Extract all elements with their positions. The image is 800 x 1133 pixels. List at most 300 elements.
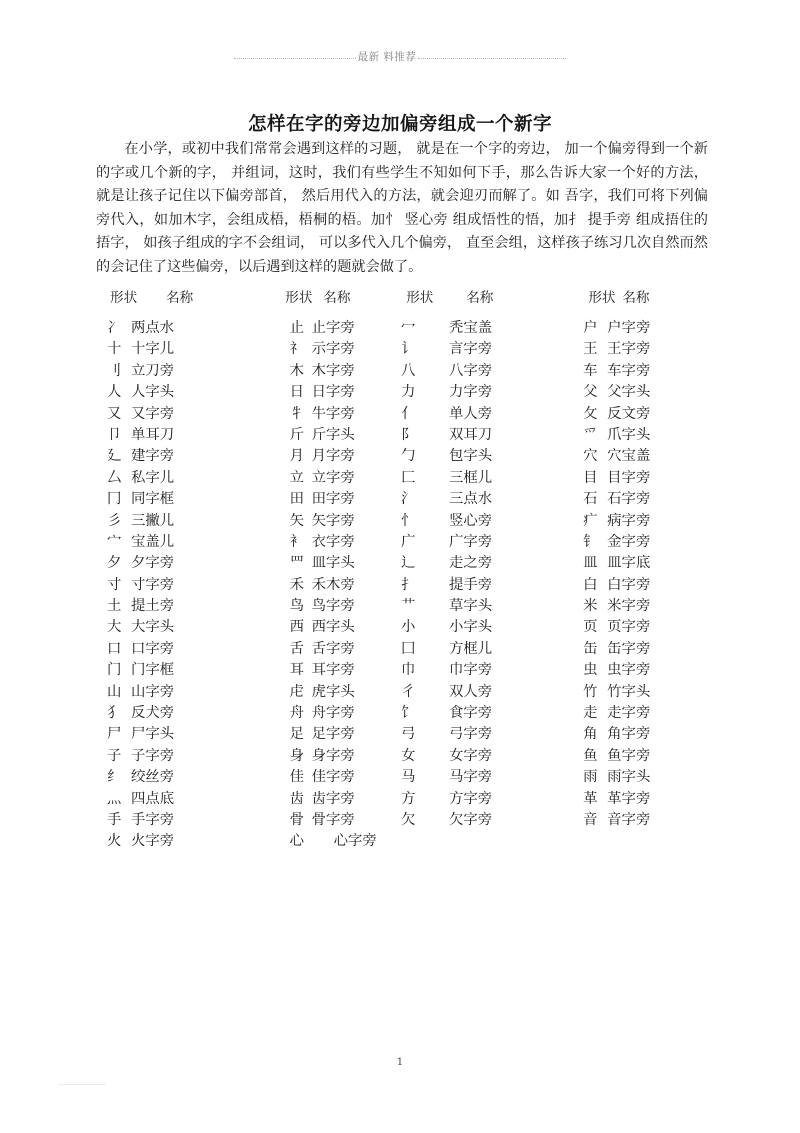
- table-row: [583, 532, 712, 553]
- table-row: [107, 446, 290, 467]
- radical-shape: 虍: [289, 683, 305, 700]
- radical-shape: 囗: [400, 640, 416, 657]
- radical-shape: 页: [583, 619, 598, 636]
- table-row: [290, 660, 399, 681]
- table-row: [399, 810, 549, 831]
- radical-name: 寸字旁: [131, 576, 175, 593]
- radical-shape: 禾: [289, 576, 305, 593]
- table-row: [107, 468, 290, 489]
- radical-name: 火字旁: [131, 833, 175, 850]
- table-row: [290, 532, 399, 553]
- radical-name: 车字旁: [607, 362, 651, 379]
- table-row: [399, 532, 549, 553]
- radical-name: 私字儿: [131, 469, 175, 486]
- table-row: [107, 532, 290, 553]
- table-row: [583, 382, 712, 403]
- radical-column-3: [399, 318, 549, 831]
- radical-shape: 阝: [400, 426, 416, 443]
- table-row: [290, 511, 399, 532]
- column-header-name: 名称: [323, 290, 351, 306]
- table-row: [583, 789, 712, 810]
- header-text: 最新 料推荐: [357, 50, 417, 63]
- radical-shape: 攵: [583, 405, 598, 422]
- radical-name: 日字旁: [311, 384, 355, 401]
- radical-name: 包字头: [448, 448, 493, 465]
- page-title: 怎样在字的旁边加偏旁组成一个新字: [247, 114, 552, 136]
- table-row: [583, 810, 712, 831]
- radical-name: 三点水: [448, 491, 493, 508]
- table-row: [107, 639, 290, 660]
- table-row: [399, 382, 549, 403]
- radical-shape: 虫: [583, 662, 598, 679]
- radical-name: 身字旁: [311, 747, 355, 764]
- radical-name: 单耳刀: [131, 426, 175, 443]
- radical-name: 牛字旁: [311, 405, 355, 422]
- radical-name: 革字旁: [607, 790, 651, 807]
- radical-shape: 耳: [289, 662, 305, 679]
- radical-name: 齿字旁: [311, 790, 355, 807]
- radical-name: 两点水: [131, 320, 175, 336]
- table-row: [107, 767, 290, 788]
- radical-name: 口字旁: [131, 640, 175, 657]
- table-header-group-1: [96, 288, 285, 308]
- radical-name: 木字旁: [311, 362, 355, 379]
- radical-shape: 手: [107, 811, 122, 828]
- table-row: [107, 339, 290, 360]
- table-row: [290, 489, 399, 510]
- table-row: [399, 361, 549, 382]
- table-row: [290, 425, 399, 446]
- table-row: [290, 810, 399, 831]
- table-row: [583, 724, 712, 745]
- table-row: [399, 318, 549, 339]
- column-header-shape: 形状: [110, 290, 138, 306]
- table-row: [107, 361, 290, 382]
- radical-shape: 尸: [107, 726, 122, 743]
- radical-shape: 子: [107, 747, 122, 764]
- radical-shape: 舌: [289, 640, 305, 657]
- radical-shape: 户: [583, 320, 598, 336]
- radical-shape: 父: [583, 384, 598, 401]
- table-row: [583, 703, 712, 724]
- table-row: [107, 660, 290, 681]
- radical-shape: 勹: [400, 448, 416, 465]
- table-row: [583, 511, 712, 532]
- table-row: [399, 789, 549, 810]
- table-row: [290, 596, 399, 617]
- table-row: [107, 789, 290, 810]
- radical-name: 穴宝盖: [607, 448, 651, 465]
- header-rule-left-icon: [234, 58, 356, 59]
- radical-name: 提土旁: [131, 598, 175, 615]
- table-header-group-2: [285, 288, 390, 308]
- radical-shape: 女: [400, 747, 416, 764]
- radical-name: 食字旁: [448, 705, 493, 722]
- table-row: [399, 575, 549, 596]
- radical-name: 音字旁: [607, 811, 651, 828]
- radical-name: 立字旁: [311, 469, 355, 486]
- radical-shape: 巾: [400, 662, 416, 679]
- table-row: [583, 682, 712, 703]
- radical-shape: 王: [583, 341, 598, 358]
- radical-shape: 田: [289, 491, 305, 508]
- radical-name: 鱼字旁: [607, 747, 651, 764]
- table-row: [107, 425, 290, 446]
- radical-name: 马字旁: [448, 769, 493, 786]
- table-row: [290, 767, 399, 788]
- radical-name: 足字旁: [311, 726, 355, 743]
- radical-shape: 口: [107, 640, 122, 657]
- table-row: [290, 617, 399, 638]
- radical-shape: 月: [289, 448, 305, 465]
- radical-name: 皿字头: [311, 555, 355, 572]
- radical-name: 病字旁: [607, 512, 651, 529]
- radical-name: 女字旁: [448, 747, 493, 764]
- table-row: [399, 446, 549, 467]
- radical-shape: 立: [289, 469, 305, 486]
- radical-shape: 竹: [583, 683, 598, 700]
- radical-shape: 冖: [400, 320, 416, 336]
- radical-name: 矢字旁: [311, 512, 355, 529]
- table-row: [399, 339, 549, 360]
- radical-name: 手字旁: [131, 811, 175, 828]
- radical-name: 爪字头: [607, 426, 651, 443]
- radical-shape: 爫: [583, 426, 598, 443]
- radical-shape: 亻: [400, 405, 416, 422]
- table-row: [583, 596, 712, 617]
- radical-shape: 纟: [107, 769, 122, 786]
- table-row: [107, 318, 290, 339]
- radical-name: 巾字旁: [448, 662, 493, 679]
- table-row: [107, 575, 290, 596]
- table-row: [399, 468, 549, 489]
- radical-name: 角字旁: [607, 726, 651, 743]
- radical-shape: 日: [289, 384, 305, 401]
- radical-name: 禾木旁: [311, 576, 355, 593]
- radical-name: 夕字旁: [131, 555, 175, 572]
- table-row: [290, 831, 399, 852]
- radical-shape: 目: [583, 469, 598, 486]
- radical-shape: 冫: [107, 320, 122, 336]
- table-row: [583, 468, 712, 489]
- table-row: [583, 553, 712, 574]
- radical-name: 耳字旁: [311, 662, 355, 679]
- radical-shape: 门: [107, 662, 122, 679]
- table-row: [583, 575, 712, 596]
- table-row: [290, 746, 399, 767]
- table-row: [583, 639, 712, 660]
- table-row: [107, 511, 290, 532]
- column-header-name: 名称: [622, 290, 650, 306]
- radical-shape: 缶: [583, 640, 598, 657]
- radical-shape: 穴: [583, 448, 598, 465]
- radical-name: 门字框: [131, 662, 175, 679]
- radical-shape: 宀: [107, 533, 122, 550]
- radical-shape: 厶: [107, 469, 122, 486]
- table-row: [290, 404, 399, 425]
- radical-shape: 匚: [400, 469, 416, 486]
- table-row: [583, 318, 712, 339]
- radical-name: 页字旁: [607, 619, 651, 636]
- radical-name: 方框儿: [448, 640, 493, 657]
- radical-shape: 寸: [107, 576, 122, 593]
- radical-shape: 音: [583, 811, 598, 828]
- radical-name: 大字头: [131, 619, 175, 636]
- table-row: [107, 724, 290, 745]
- table-row: [399, 511, 549, 532]
- column-header-shape: 形状: [588, 290, 616, 306]
- table-row: [290, 553, 399, 574]
- table-row: [107, 746, 290, 767]
- radical-name: 八字旁: [448, 362, 493, 379]
- radical-name: 四点底: [131, 790, 175, 807]
- radical-shape: 足: [289, 726, 305, 743]
- radical-name: 反文旁: [607, 405, 651, 422]
- table-columns: [96, 318, 712, 853]
- radical-shape: 山: [107, 683, 122, 700]
- page-number: 1: [396, 1056, 404, 1068]
- table-row: [583, 425, 712, 446]
- radical-name: 欠字旁: [448, 811, 493, 828]
- table-row: [583, 404, 712, 425]
- radical-shape: 木: [289, 362, 305, 379]
- radicals-table: [96, 288, 712, 853]
- radical-shape: 氵: [400, 491, 416, 508]
- radical-name: 同字框: [131, 491, 175, 508]
- radical-name: 石字旁: [607, 491, 651, 508]
- radical-name: 绞丝旁: [131, 769, 175, 786]
- radical-shape: 讠: [400, 341, 416, 358]
- radical-name: 竖心旁: [448, 512, 493, 529]
- table-row: [290, 318, 399, 339]
- column-header-name: 名称: [466, 290, 494, 306]
- radical-name: 三框儿: [448, 469, 493, 486]
- radical-name: 走之旁: [448, 555, 493, 572]
- radical-name: 小字头: [448, 619, 493, 636]
- radical-name: 示字旁: [311, 341, 355, 358]
- radical-column-4: [549, 318, 712, 831]
- column-header-name: 名称: [166, 290, 194, 306]
- table-row: [107, 382, 290, 403]
- radical-name: 月字旁: [311, 448, 355, 465]
- radical-name: 鸟字旁: [311, 598, 355, 615]
- radical-name: 建字旁: [131, 448, 175, 465]
- table-row: [399, 639, 549, 660]
- radical-name: 父字头: [607, 384, 651, 401]
- radical-name: 舌字旁: [311, 640, 355, 657]
- radical-shape: 身: [289, 747, 305, 764]
- radical-name: 方字旁: [448, 790, 493, 807]
- radical-shape: 西: [289, 619, 305, 636]
- radical-name: 立刀旁: [131, 362, 175, 379]
- intro-paragraph: 在小学，或初中我们常常会遇到这样的习题， 就是在一个字的旁边， 加一个偏旁得到一个新的字或几个新的字， 并组词，这时，我们有些学生不知如何下手，那么告诉大家一个好的方法， 就是让孩子记住以下偏旁部首， 然后用代入的方法，就会迎刃而解了。如 吾字，我们可将下列偏旁代入，如加木字，会组成梧，梧桐的梧。加忄 竖心旁 组成悟性的悟，加扌 提手旁 组成捂住的捂字， 如孩子组成的字不会组词， 可以多代入几个偏旁， 直至会组，这样孩子练习几次自然而然的会记住了这些偏旁，以后遇到这样的题就会做了。: [96, 141, 708, 275]
- radical-shape: 方: [400, 790, 416, 807]
- table-row: [583, 446, 712, 467]
- radical-shape: 八: [400, 362, 416, 379]
- radical-name: 山字旁: [131, 683, 175, 700]
- radical-name: 双耳刀: [448, 426, 493, 443]
- table-row: [399, 682, 549, 703]
- radical-shape: 斤: [289, 426, 305, 443]
- running-header: [0, 48, 800, 68]
- table-row: [583, 361, 712, 382]
- radical-name: 米字旁: [607, 598, 651, 615]
- radical-shape: 礻: [289, 341, 305, 358]
- table-row: [583, 617, 712, 638]
- radical-name: 斤字头: [311, 426, 355, 443]
- radical-shape: 齿: [289, 790, 305, 807]
- radical-shape: 革: [583, 790, 598, 807]
- radical-shape: 马: [400, 769, 416, 786]
- radical-shape: 犭: [107, 705, 122, 722]
- radical-shape: 疒: [583, 512, 598, 529]
- radical-name: 提手旁: [448, 576, 493, 593]
- radical-shape: 艹: [400, 598, 416, 615]
- table-row: [399, 703, 549, 724]
- radical-name: 衣字旁: [311, 533, 355, 550]
- radical-shape: 辶: [400, 555, 416, 572]
- table-row: [290, 468, 399, 489]
- radical-name: 力字旁: [448, 384, 493, 401]
- radical-name: 宝盖儿: [131, 533, 175, 550]
- radical-shape: 皿: [583, 555, 598, 572]
- radical-name: 秃宝盖: [448, 320, 493, 336]
- radical-name: 户字旁: [607, 320, 651, 336]
- body-text: [96, 138, 708, 280]
- radical-shape: 走: [583, 705, 598, 722]
- radical-shape: 罒: [289, 555, 305, 572]
- radical-shape: 鱼: [583, 747, 598, 764]
- table-row: [399, 553, 549, 574]
- table-row: [399, 746, 549, 767]
- radical-shape: 彳: [400, 683, 416, 700]
- radical-name: 言字旁: [448, 341, 493, 358]
- radical-shape: 钅: [583, 533, 598, 550]
- radical-name: 金字旁: [607, 533, 651, 550]
- table-row: [107, 404, 290, 425]
- table-row: [290, 639, 399, 660]
- table-row: [107, 682, 290, 703]
- radical-shape: 冂: [107, 491, 122, 508]
- radical-shape: 刂: [107, 362, 122, 379]
- radical-name: 十字儿: [131, 341, 175, 358]
- radical-shape: 矢: [289, 512, 305, 529]
- radical-shape: 灬: [107, 790, 122, 807]
- radical-name: 反犬旁: [131, 705, 175, 722]
- table-row: [583, 339, 712, 360]
- radical-shape: 牜: [289, 405, 305, 422]
- table-row: [399, 660, 549, 681]
- radical-name: 皿字底: [607, 555, 651, 572]
- radical-shape: 车: [583, 362, 598, 379]
- radical-name: 人字头: [131, 384, 175, 401]
- table-row: [583, 767, 712, 788]
- table-row: [399, 596, 549, 617]
- radical-shape: 衤: [289, 533, 305, 550]
- radical-shape: 人: [107, 384, 122, 401]
- radical-name: 王字旁: [607, 341, 651, 358]
- radical-shape: 心: [289, 833, 305, 850]
- table-row: [107, 596, 290, 617]
- table-row: [583, 489, 712, 510]
- table-row: [290, 575, 399, 596]
- table-row: [107, 831, 290, 852]
- table-row: [399, 767, 549, 788]
- radical-shape: 雨: [583, 769, 598, 786]
- radical-shape: 廴: [107, 448, 122, 465]
- radical-shape: 鸟: [289, 598, 305, 615]
- radical-shape: 小: [400, 619, 416, 636]
- radical-shape: 忄: [400, 512, 416, 529]
- radical-shape: 十: [107, 341, 122, 358]
- table-row: [399, 404, 549, 425]
- radical-shape: 又: [107, 405, 122, 422]
- radical-column-1: [96, 318, 290, 853]
- radical-name: 虫字旁: [607, 662, 651, 679]
- radical-name: 竹字头: [607, 683, 651, 700]
- radical-shape: 舟: [289, 705, 305, 722]
- radical-name: 子字旁: [131, 747, 175, 764]
- radical-name: 心字旁: [333, 833, 377, 850]
- radical-name: 骨字旁: [311, 811, 355, 828]
- radical-shape: 石: [583, 491, 598, 508]
- column-header-shape: 形状: [406, 290, 434, 306]
- radical-name: 田字旁: [311, 491, 355, 508]
- table-row: [290, 789, 399, 810]
- table-row: [399, 425, 549, 446]
- radical-shape: 米: [583, 598, 598, 615]
- table-row: [399, 489, 549, 510]
- table-row: [107, 810, 290, 831]
- radical-name: 尸字头: [131, 726, 175, 743]
- radical-shape: 欠: [400, 811, 416, 828]
- radical-name: 西字头: [311, 619, 355, 636]
- radical-shape: 弓: [400, 726, 416, 743]
- radical-name: 双人旁: [448, 683, 493, 700]
- radical-name: 虎字头: [311, 683, 355, 700]
- radical-column-2: [290, 318, 399, 853]
- radical-shape: 饣: [400, 705, 416, 722]
- table-row: [107, 703, 290, 724]
- radical-shape: 扌: [400, 576, 416, 593]
- footer-mark-icon: [58, 1084, 106, 1088]
- table-row: [107, 553, 290, 574]
- radical-shape: 彡: [107, 512, 122, 529]
- radical-name: 三撇儿: [131, 512, 175, 529]
- radical-shape: 角: [583, 726, 598, 743]
- table-row: [583, 746, 712, 767]
- radical-name: 舟字旁: [311, 705, 355, 722]
- radical-shape: 骨: [289, 811, 305, 828]
- radical-shape: 白: [583, 576, 598, 593]
- table-row: [290, 682, 399, 703]
- radical-name: 走字旁: [607, 705, 651, 722]
- table-row: [290, 703, 399, 724]
- table-row: [290, 339, 399, 360]
- radical-shape: 卩: [107, 426, 122, 443]
- table-row: [399, 617, 549, 638]
- radical-name: 白字旁: [607, 576, 651, 593]
- table-row: [290, 382, 399, 403]
- radical-shape: 土: [107, 598, 122, 615]
- table-row: [290, 361, 399, 382]
- table-row: [583, 660, 712, 681]
- radical-name: 单人旁: [448, 405, 493, 422]
- table-row: [399, 724, 549, 745]
- radical-shape: 力: [400, 384, 416, 401]
- table-header-group-3: [390, 288, 550, 308]
- table-row: [107, 489, 290, 510]
